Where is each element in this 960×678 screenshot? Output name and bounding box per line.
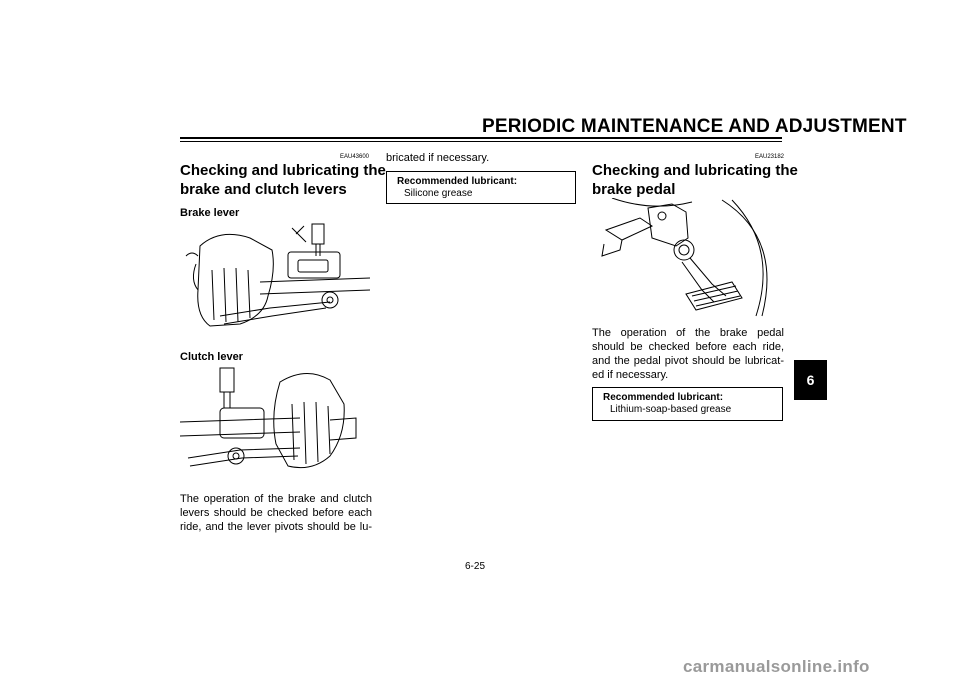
continuation-text: bricated if necessary. (386, 152, 490, 164)
page-header-title: PERIODIC MAINTENANCE AND ADJUSTMENT (482, 116, 907, 137)
paragraph-line: should be checked before each ride, (592, 341, 784, 353)
paragraph-line: ed if necessary. (592, 369, 669, 381)
brake-pedal-illustration (592, 198, 784, 318)
paragraph-line: The operation of the brake pedal (592, 327, 784, 339)
paragraph-line: levers should be checked before each (180, 507, 372, 519)
footer-watermark: carmanualsonline.info (683, 657, 870, 676)
paragraph-line: The operation of the brake and clutch (180, 493, 372, 505)
lubricant-value: Silicone grease (404, 188, 473, 199)
clutch-lever-label: Clutch lever (180, 351, 243, 363)
brake-lever-label: Brake lever (180, 207, 240, 219)
section-heading-line: Checking and lubricating the (180, 162, 386, 179)
paragraph-line: ride, and the lever pivots should be lu- (180, 521, 372, 533)
section-heading-line: Checking and lubricating the (592, 162, 798, 179)
lubricant-value: Lithium-soap-based grease (610, 404, 732, 415)
lubricant-label: Recommended lubricant: (603, 392, 724, 403)
section-heading (592, 161, 798, 199)
chapter-tab: 6 (794, 360, 827, 400)
brake-lever-illustration (180, 220, 372, 332)
header-rule-thin (180, 141, 782, 142)
lubricant-box (592, 387, 783, 421)
section-heading-line: brake pedal (592, 181, 676, 198)
section-heading-line: brake and clutch levers (180, 181, 347, 198)
section-heading (180, 161, 386, 199)
lubricant-box (386, 171, 576, 204)
clutch-lever-illustration (180, 364, 372, 474)
header-rule (180, 137, 782, 139)
lubricant-label: Recommended lubricant: (397, 176, 518, 187)
paragraph-line: and the pedal pivot should be lubricat- (592, 355, 784, 367)
page-number: 6-25 (465, 561, 486, 572)
pedal-paragraph (592, 326, 784, 382)
lever-paragraph (180, 492, 372, 534)
section-code: EAU23182 (755, 154, 785, 160)
section-code: EAU43600 (340, 154, 370, 160)
